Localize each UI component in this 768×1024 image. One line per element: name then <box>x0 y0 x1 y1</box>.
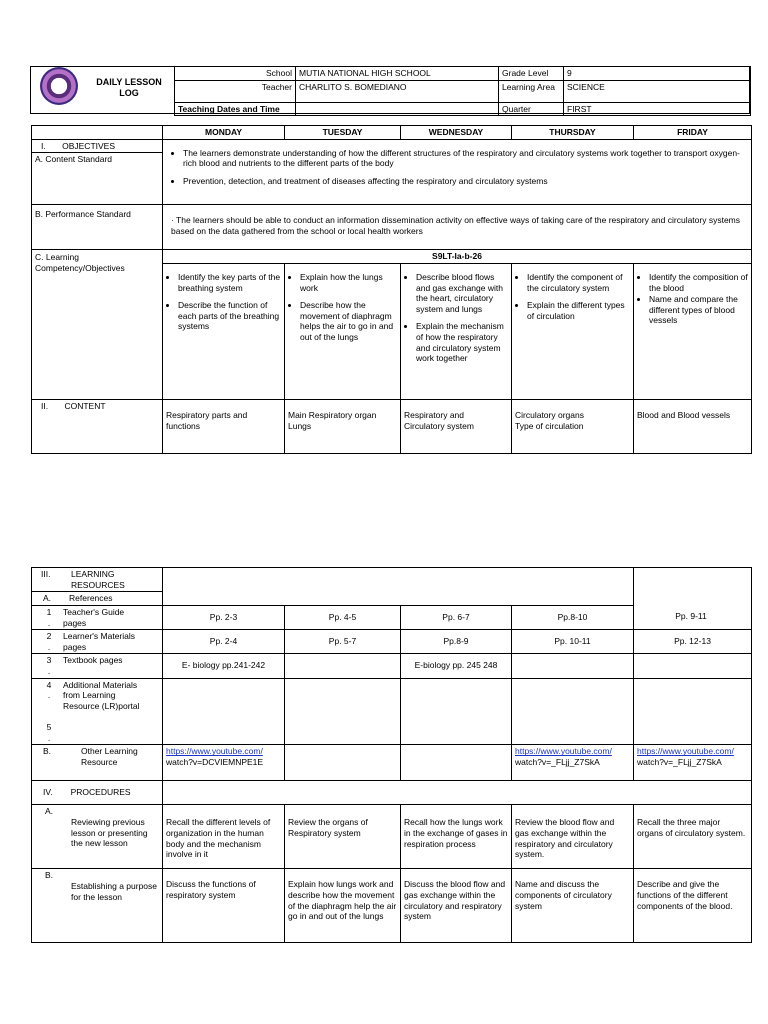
lm-friday: Pp. 12-13 <box>634 630 752 654</box>
youtube-link[interactable]: https://www.youtube.com/ <box>637 746 734 757</box>
lm-monday: Pp. 2-4 <box>163 630 285 654</box>
tb-tuesday <box>285 654 401 678</box>
resources-table <box>31 567 752 943</box>
additional-materials-label: 4 . 5 . Additional Materials from Learning Resource (LR)portal <box>32 678 163 745</box>
textbook-label: 3 . Textbook pages <box>32 654 163 678</box>
content-heading: II. CONTENT <box>32 399 163 453</box>
grade-label: Grade Level <box>499 67 564 81</box>
youtube-link[interactable]: https://www.youtube.com/ <box>166 746 263 757</box>
content-tuesday: Main Respiratory organ Lungs <box>285 399 401 453</box>
tb-thursday <box>512 654 634 678</box>
tb-friday <box>634 654 752 678</box>
competency-label: C. Learning Competency/Objectives <box>32 250 163 400</box>
day-tuesday: TUESDAY <box>285 126 401 140</box>
proc-b-label: B. Establishing a purpose for the lesson <box>32 869 163 943</box>
proc-a-wednesday: Recall how the lungs work in the exchange of gases in respiration process <box>401 805 512 869</box>
tg-thursday: Pp.8-10 <box>512 605 634 629</box>
proc-b-tuesday: Explain how lungs work and describe how the movement of the diaphragm help the air go in and out of the lungs <box>285 869 401 943</box>
competency-friday: • Identify the composition of the blood • Name and compare the different types of blood vessels <box>634 263 752 399</box>
school-value: MUTIA NATIONAL HIGH SCHOOL <box>296 67 499 81</box>
day-monday: MONDAY <box>163 126 285 140</box>
objectives-table <box>31 125 752 454</box>
day-friday: FRIDAY <box>634 126 752 140</box>
content-standard-label: A. Content Standard <box>32 153 163 205</box>
content-thursday: Circulatory organs Type of circulation <box>512 399 634 453</box>
area-label: Learning Area <box>499 80 564 102</box>
youtube-link[interactable]: https://www.youtube.com/ <box>515 746 612 757</box>
am-friday <box>634 678 752 745</box>
other-thursday: https://www.youtube.com/ watch?v=_FLjj_Z7SkA <box>512 745 634 781</box>
am-tuesday <box>285 678 401 745</box>
content-standard-item: • The learners demonstrate understanding of how the different structures of the respiratory and circulatory systems work together to transport oxygen-rich blood and nutrients to the different parts of the body <box>183 148 745 169</box>
grade-value: 9 <box>564 67 751 81</box>
content-friday: Blood and Blood vessels <box>634 399 752 453</box>
competency-tuesday: • Explain how the lungs work • Describe how the movement of diaphragm helps the air to go in and out of the lungs <box>285 263 401 399</box>
content-standard-item: • Prevention, detection, and treatment of diseases affecting the respiratory and circulatory systems <box>183 176 745 187</box>
school-label: School <box>175 67 296 81</box>
quarter-label: Quarter <box>499 102 564 116</box>
header-table <box>174 66 751 116</box>
proc-b-monday: Discuss the functions of respiratory system <box>163 869 285 943</box>
tg-monday: Pp. 2-3 <box>163 605 285 629</box>
competency-monday: • Identify the key parts of the breathing system • Describe the function of each parts of the breathing systems <box>163 263 285 399</box>
other-friday: https://www.youtube.com/ watch?v=_FLjj_Z7SkA <box>634 745 752 781</box>
tg-friday: Pp. 9-11 <box>675 611 707 621</box>
procedures-heading: IV. PROCEDURES <box>32 781 163 805</box>
am-thursday <box>512 678 634 745</box>
proc-a-thursday: Review the blood flow and gas exchange within the respiratory and circulatory system. <box>512 805 634 869</box>
teacher-label: Teacher <box>175 80 296 102</box>
proc-b-thursday: Name and discuss the components of circulatory system <box>512 869 634 943</box>
day-thursday: THURSDAY <box>512 126 634 140</box>
tg-wednesday: Pp. 6-7 <box>401 605 512 629</box>
content-wednesday: Respiratory and Circulatory system <box>401 399 512 453</box>
other-monday: https://www.youtube.com/ watch?v=DCVIEMNPE1E <box>163 745 285 781</box>
competency-thursday: • Identify the component of the circulatory system • Explain the different types of circulation <box>512 263 634 399</box>
content-standard-text <box>163 139 752 205</box>
tb-monday: E- biology pp.241-242 <box>163 654 285 678</box>
proc-b-friday: Describe and give the functions of the different components of the blood. <box>634 869 752 943</box>
area-value: SCIENCE <box>564 80 751 102</box>
proc-a-monday: Recall the different levels of organization in the human body and the mechanism involve in it <box>163 805 285 869</box>
teachers-guide-label: 1 . Teacher's Guide pages <box>32 605 163 629</box>
dates-value <box>296 102 499 116</box>
performance-standard-text: · The learners should be able to conduct an information dissemination activity on effective ways of taking care of the respiratory and circulatory systems based on the data gathered from the school or local health workers <box>163 205 752 250</box>
competency-code: S9LT-Ia-b-26 <box>163 250 752 264</box>
teacher-value: CHARLITO S. BOMEDIANO <box>296 80 499 102</box>
other-resources-label: B. Other Learning Resource <box>32 745 163 781</box>
am-wednesday <box>401 678 512 745</box>
lm-tuesday: Pp. 5-7 <box>285 630 401 654</box>
competency-wednesday: • Describe blood flows and gas exchange with the heart, circulatory system and lungs • Explain the mechanism of how the respiratory and circulatory system work together <box>401 263 512 399</box>
proc-b-wednesday: Discuss the blood flow and gas exchange within the circulatory and respiratory system <box>401 869 512 943</box>
resources-heading: III. LEARNING RESOURCES <box>32 568 163 592</box>
am-monday <box>163 678 285 745</box>
other-tuesday <box>285 745 401 781</box>
proc-a-label: A. Reviewing previous lesson or presenting the new lesson <box>32 805 163 869</box>
quarter-value: FIRST <box>564 102 751 116</box>
dates-label: Teaching Dates and Time <box>175 102 296 116</box>
tb-wednesday: E-biology pp. 245 248 <box>401 654 512 678</box>
lm-wednesday: Pp.8-9 <box>401 630 512 654</box>
content-monday: Respiratory parts and functions <box>163 399 285 453</box>
objectives-heading: I. OBJECTIVES <box>32 139 163 153</box>
learners-materials-label: 2 . Learner's Materials pages <box>32 630 163 654</box>
lm-thursday: Pp. 10-11 <box>512 630 634 654</box>
proc-a-tuesday: Review the organs of Respiratory system <box>285 805 401 869</box>
day-wednesday: WEDNESDAY <box>401 126 512 140</box>
performance-standard-label: B. Performance Standard <box>32 205 163 250</box>
references-label: A. References <box>32 592 163 606</box>
proc-a-friday: Recall the three major organs of circulatory system. <box>634 805 752 869</box>
tg-tuesday: Pp. 4-5 <box>285 605 401 629</box>
page-title: DAILY LESSON LOG <box>96 77 162 99</box>
other-wednesday <box>401 745 512 781</box>
